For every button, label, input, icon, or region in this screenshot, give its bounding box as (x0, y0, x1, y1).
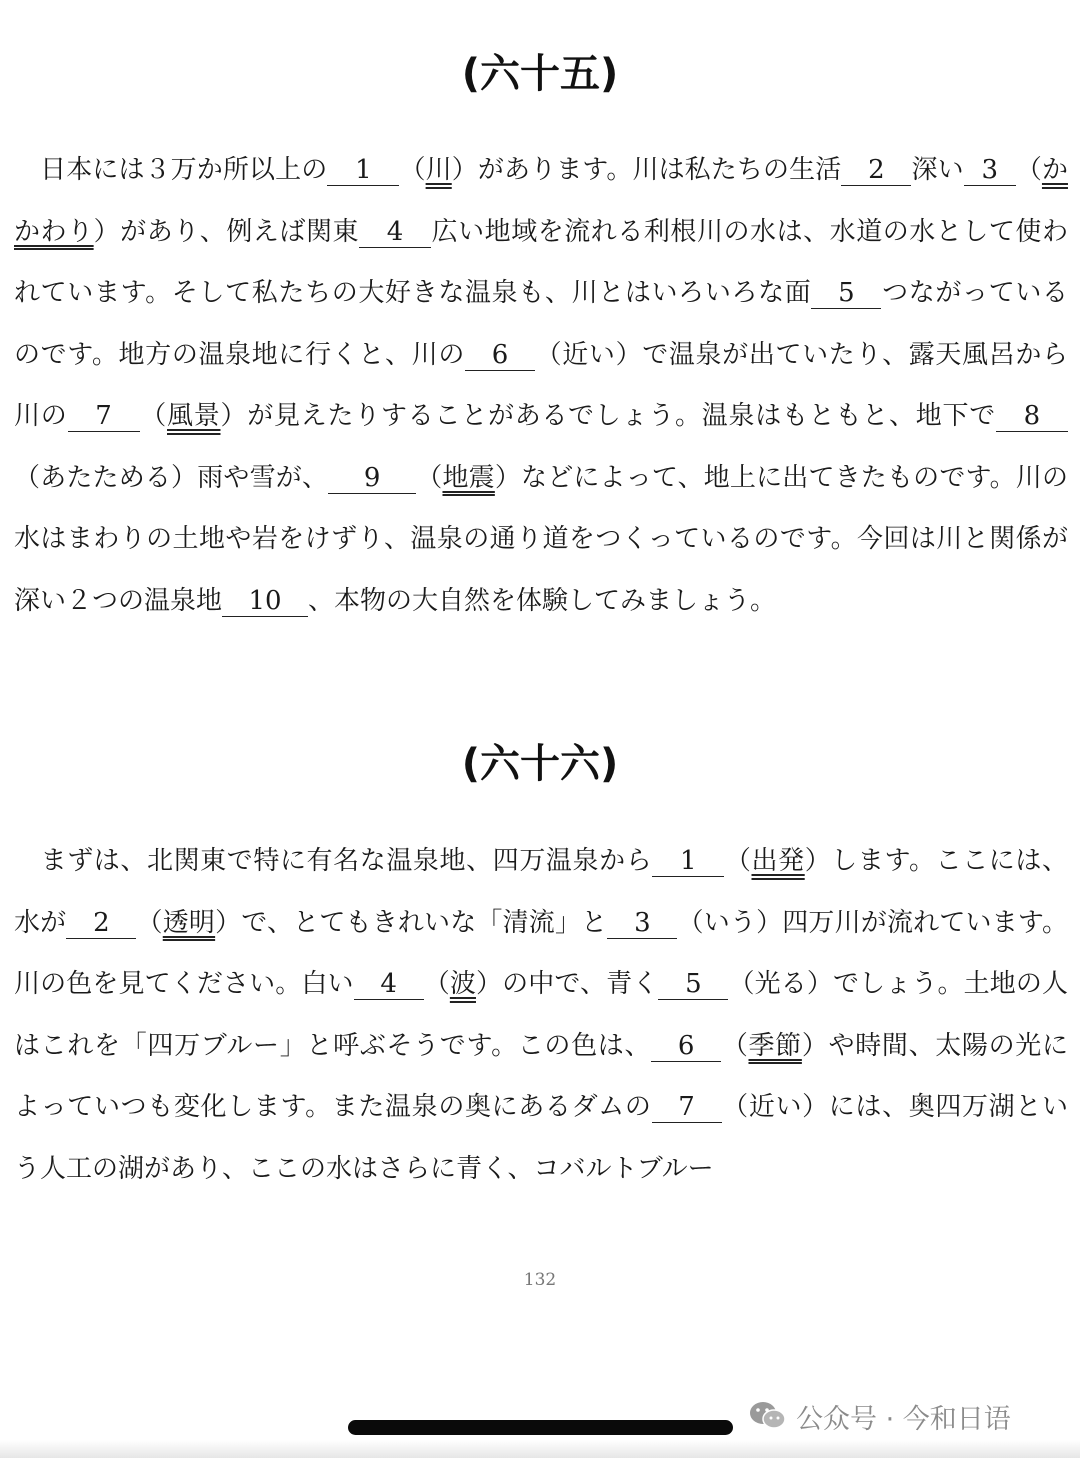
section-title-65: (六十五) (461, 51, 619, 97)
passage-text: （ (1015, 155, 1042, 185)
passage-text: （ (724, 846, 752, 876)
passage-text: ）があります。川は私たちの生活 (451, 155, 842, 185)
passage-text: （ (423, 969, 450, 999)
fill-in-blank-3: 3 (607, 908, 677, 939)
fill-in-blank-8: 8 (996, 401, 1068, 432)
fill-in-blank-10: 10 (222, 586, 308, 617)
passage-text: （あたためる）雨や雪が、 (14, 462, 329, 493)
watermark-text: 公众号 · 今和日语 (796, 1403, 1011, 1435)
passage-text: 広い地域を流れる利根川の水は、水道の水として使われています。そして私たちの大好きな温泉も、川とはいろいろな面 (14, 216, 1068, 308)
fill-in-blank-4: 4 (354, 969, 424, 1000)
passage-text: ）や時間、太陽の光によっていつも変化します。また温泉の奥にあるダムの (14, 1030, 1068, 1122)
fill-in-blank-5: 5 (658, 969, 728, 1000)
passage-text: （いう）四万川が流れています。川の色を見てください。白い (14, 907, 1068, 999)
fill-in-blank-7: 7 (68, 401, 140, 432)
passage-text: 、本物の大自然を体験してみましょう。 (308, 585, 777, 616)
passage-65 (14, 140, 1068, 632)
passage-text: ）などによって、地上に出てきたものです。川の水はまわりの土地や岩をけずり、温泉の通り道をつくっているのです。今回は川と関係が深い２つの温泉地 (14, 462, 1068, 616)
passage-text: 日本には３万か所以上の (40, 155, 328, 185)
passage-text: （光る）でしょう。土地の人はこれを「四万ブルー」と呼ぶそうです。この色は、 (14, 969, 1068, 1061)
fill-in-blank-1: 1 (652, 846, 724, 877)
passage-text: まずは、北関東で特に有名な温泉地、四万温泉から (40, 846, 653, 876)
passage-text: ）で、とてもきれいな「清流」と (215, 907, 608, 938)
underlined-word: 出発 (751, 846, 805, 876)
passage-text: （近い）で温泉が出ていたり、露天風呂から川の (14, 339, 1068, 431)
passage-text: つながっているのです。地方の温泉地に行くと、川の (14, 278, 1068, 370)
home-indicator[interactable] (348, 1420, 733, 1435)
fill-in-blank-2: 2 (66, 908, 136, 939)
underlined-word: 川 (425, 155, 452, 185)
underlined-word: 波 (449, 969, 476, 999)
fill-in-blank-2: 2 (841, 155, 911, 186)
fill-in-blank-5: 5 (811, 278, 881, 309)
underlined-word: 地震 (442, 462, 495, 493)
passage-text: ）があり、例えば関東 (93, 216, 360, 247)
underlined-word: 透明 (162, 907, 216, 938)
fill-in-blank-6: 6 (651, 1031, 721, 1062)
passage-text: （ (139, 401, 167, 431)
fill-in-blank-7: 7 (652, 1092, 722, 1123)
underlined-word: 季節 (748, 1030, 802, 1061)
passage-text: ）の中で、青く (475, 969, 659, 999)
wechat-icon (748, 1400, 788, 1432)
watermark (748, 1396, 1011, 1436)
passage-66 (14, 831, 1068, 1200)
passage-text: （ (136, 907, 163, 938)
fill-in-blank-1: 1 (327, 155, 399, 186)
passage-text: （ (399, 155, 426, 185)
fill-in-blank-4: 4 (359, 217, 431, 248)
page-number: 132 (523, 1270, 557, 1290)
fill-in-blank-9: 9 (328, 463, 416, 494)
passage-text: 深い (911, 155, 964, 185)
fill-in-blank-3: 3 (964, 155, 1016, 186)
bottom-edge (0, 1440, 1080, 1458)
passage-text: （ (721, 1030, 749, 1061)
passage-text: ）します。ここには、水が (14, 846, 1068, 938)
passage-text: ）が見えたりすることがあるでしょう。温泉はもともと、地下で (220, 401, 996, 431)
passage-text: （ (416, 462, 443, 493)
underlined-word: 風景 (167, 401, 221, 431)
underlined-word: かかわり (14, 155, 1068, 247)
fill-in-blank-6: 6 (465, 340, 535, 371)
passage-text: （近い）には、奥四万湖という人工の湖があり、ここの水はさらに青く、コバルトブルー (14, 1092, 1068, 1184)
section-title-66: (六十六) (461, 741, 619, 787)
